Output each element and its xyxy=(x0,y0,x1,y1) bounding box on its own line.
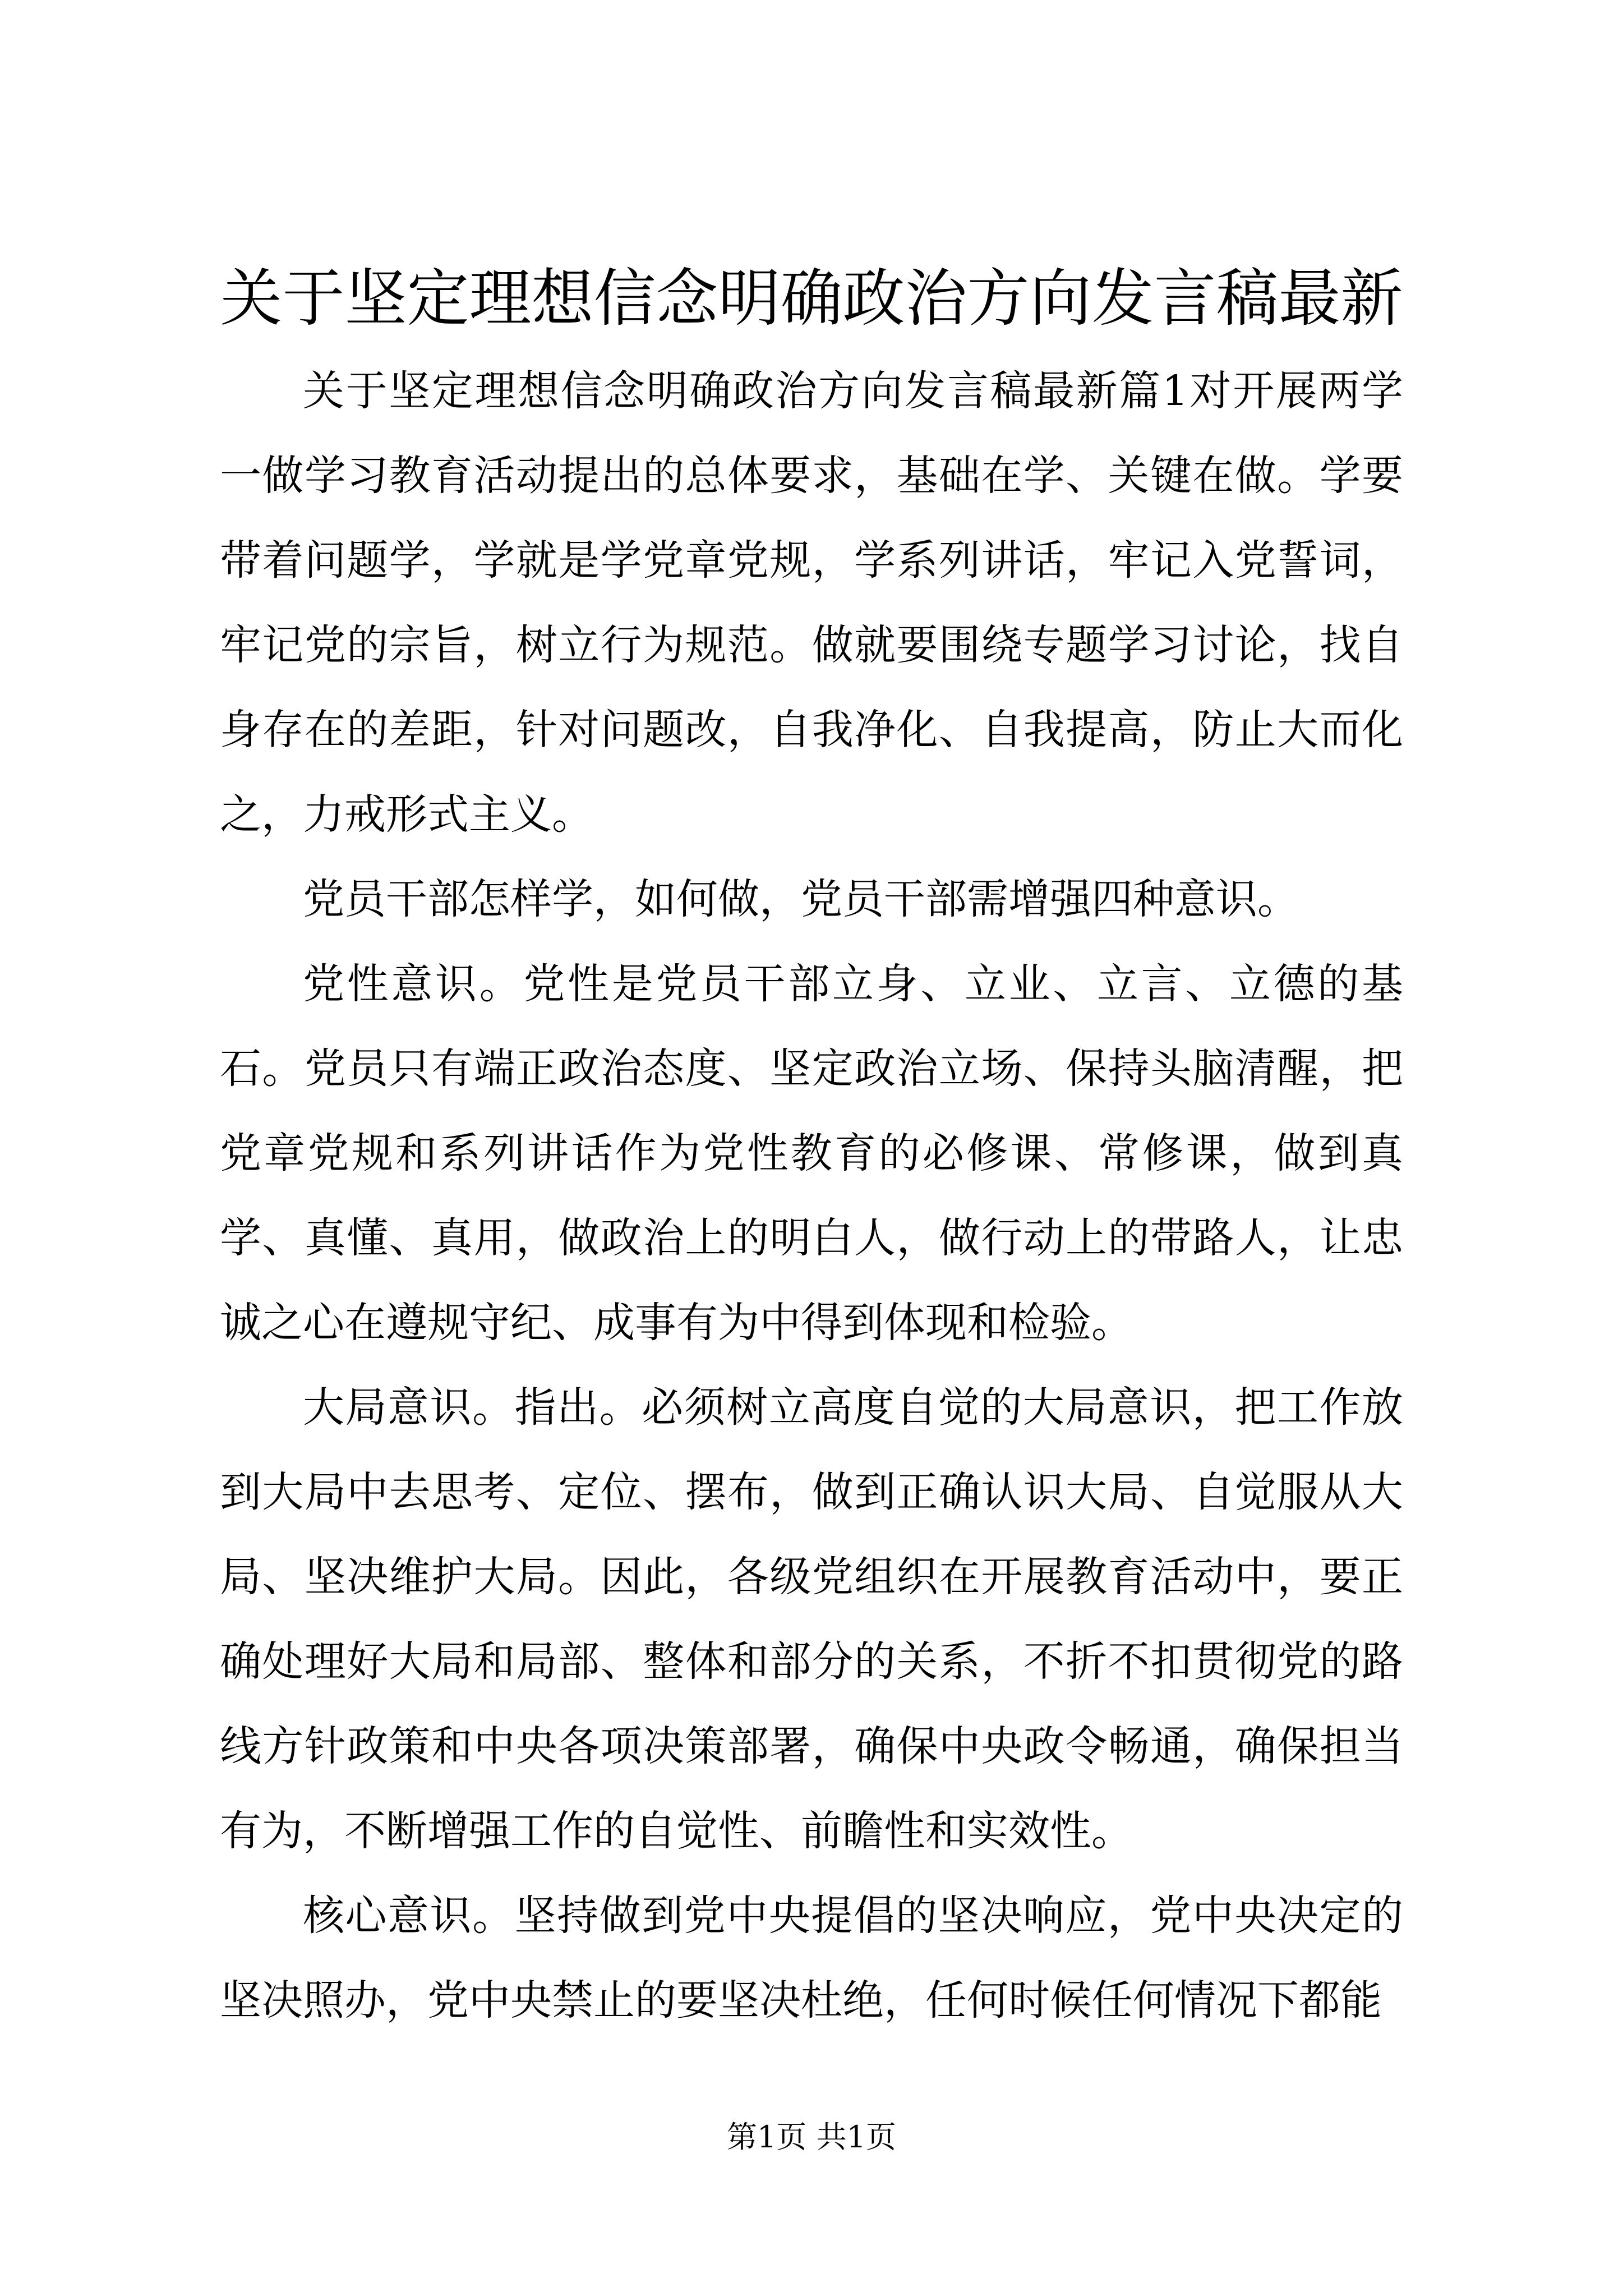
paragraph-4: 大局意识。指出。必须树立高度自觉的大局意识，把工作放到大局中去思考、定位、摆布，做到正确认识大局、自觉服从大局、坚决维护大局。因此，各级党组织在开展教育活动中，要正确处理好大局和局部、整体和部分的关系，不折不扣贯彻党的路线方针政策和中央各项决策部署，确保中央政令畅通，确保担当有为，不断增强工作的自觉性、前瞻性和实效性。 xyxy=(220,1383,1403,1855)
document-title: 关于坚定理想信念明确政治方向发言稿最新 xyxy=(220,263,1403,335)
paragraph-2: 党员干部怎样学，如何做，党员干部需增强四种意识。 xyxy=(303,875,1299,923)
paragraph-5: 核心意识。坚持做到党中央提倡的坚决响应，党中央决定的坚决照办，党中央禁止的要坚决杜绝，任何时候任何情况下都能 xyxy=(220,1892,1403,2024)
paragraph-3: 党性意识。党性是党员干部立身、立业、立言、立德的基石。党员只有端正政治态度、坚定政治立场、保持头脑清醒，把党章党规和系列讲话作为党性教育的必修课、常修课，做到真学、真懂、真用，做政治上的明白人，做行动上的带路人，让忠诚之心在遵规守纪、成事有为中得到体现和检验。 xyxy=(220,960,1403,1347)
paragraph-1: 关于坚定理想信念明确政治方向发言稿最新篇1对开展两学一做学习教育活动提出的总体要求，基础在学、关键在做。学要带着问题学，学就是学党章党规，学系列讲话，牢记入党誓词，牢记党的宗旨，树立行为规范。做就要围绕专题学习讨论，找自身存在的差距，针对问题改，自我净化、自我提高，防止大而化之，力戒形式主义。 xyxy=(220,367,1403,839)
page-footer: 第1页 共1页 xyxy=(727,2119,896,2155)
document-body xyxy=(220,349,1403,2043)
